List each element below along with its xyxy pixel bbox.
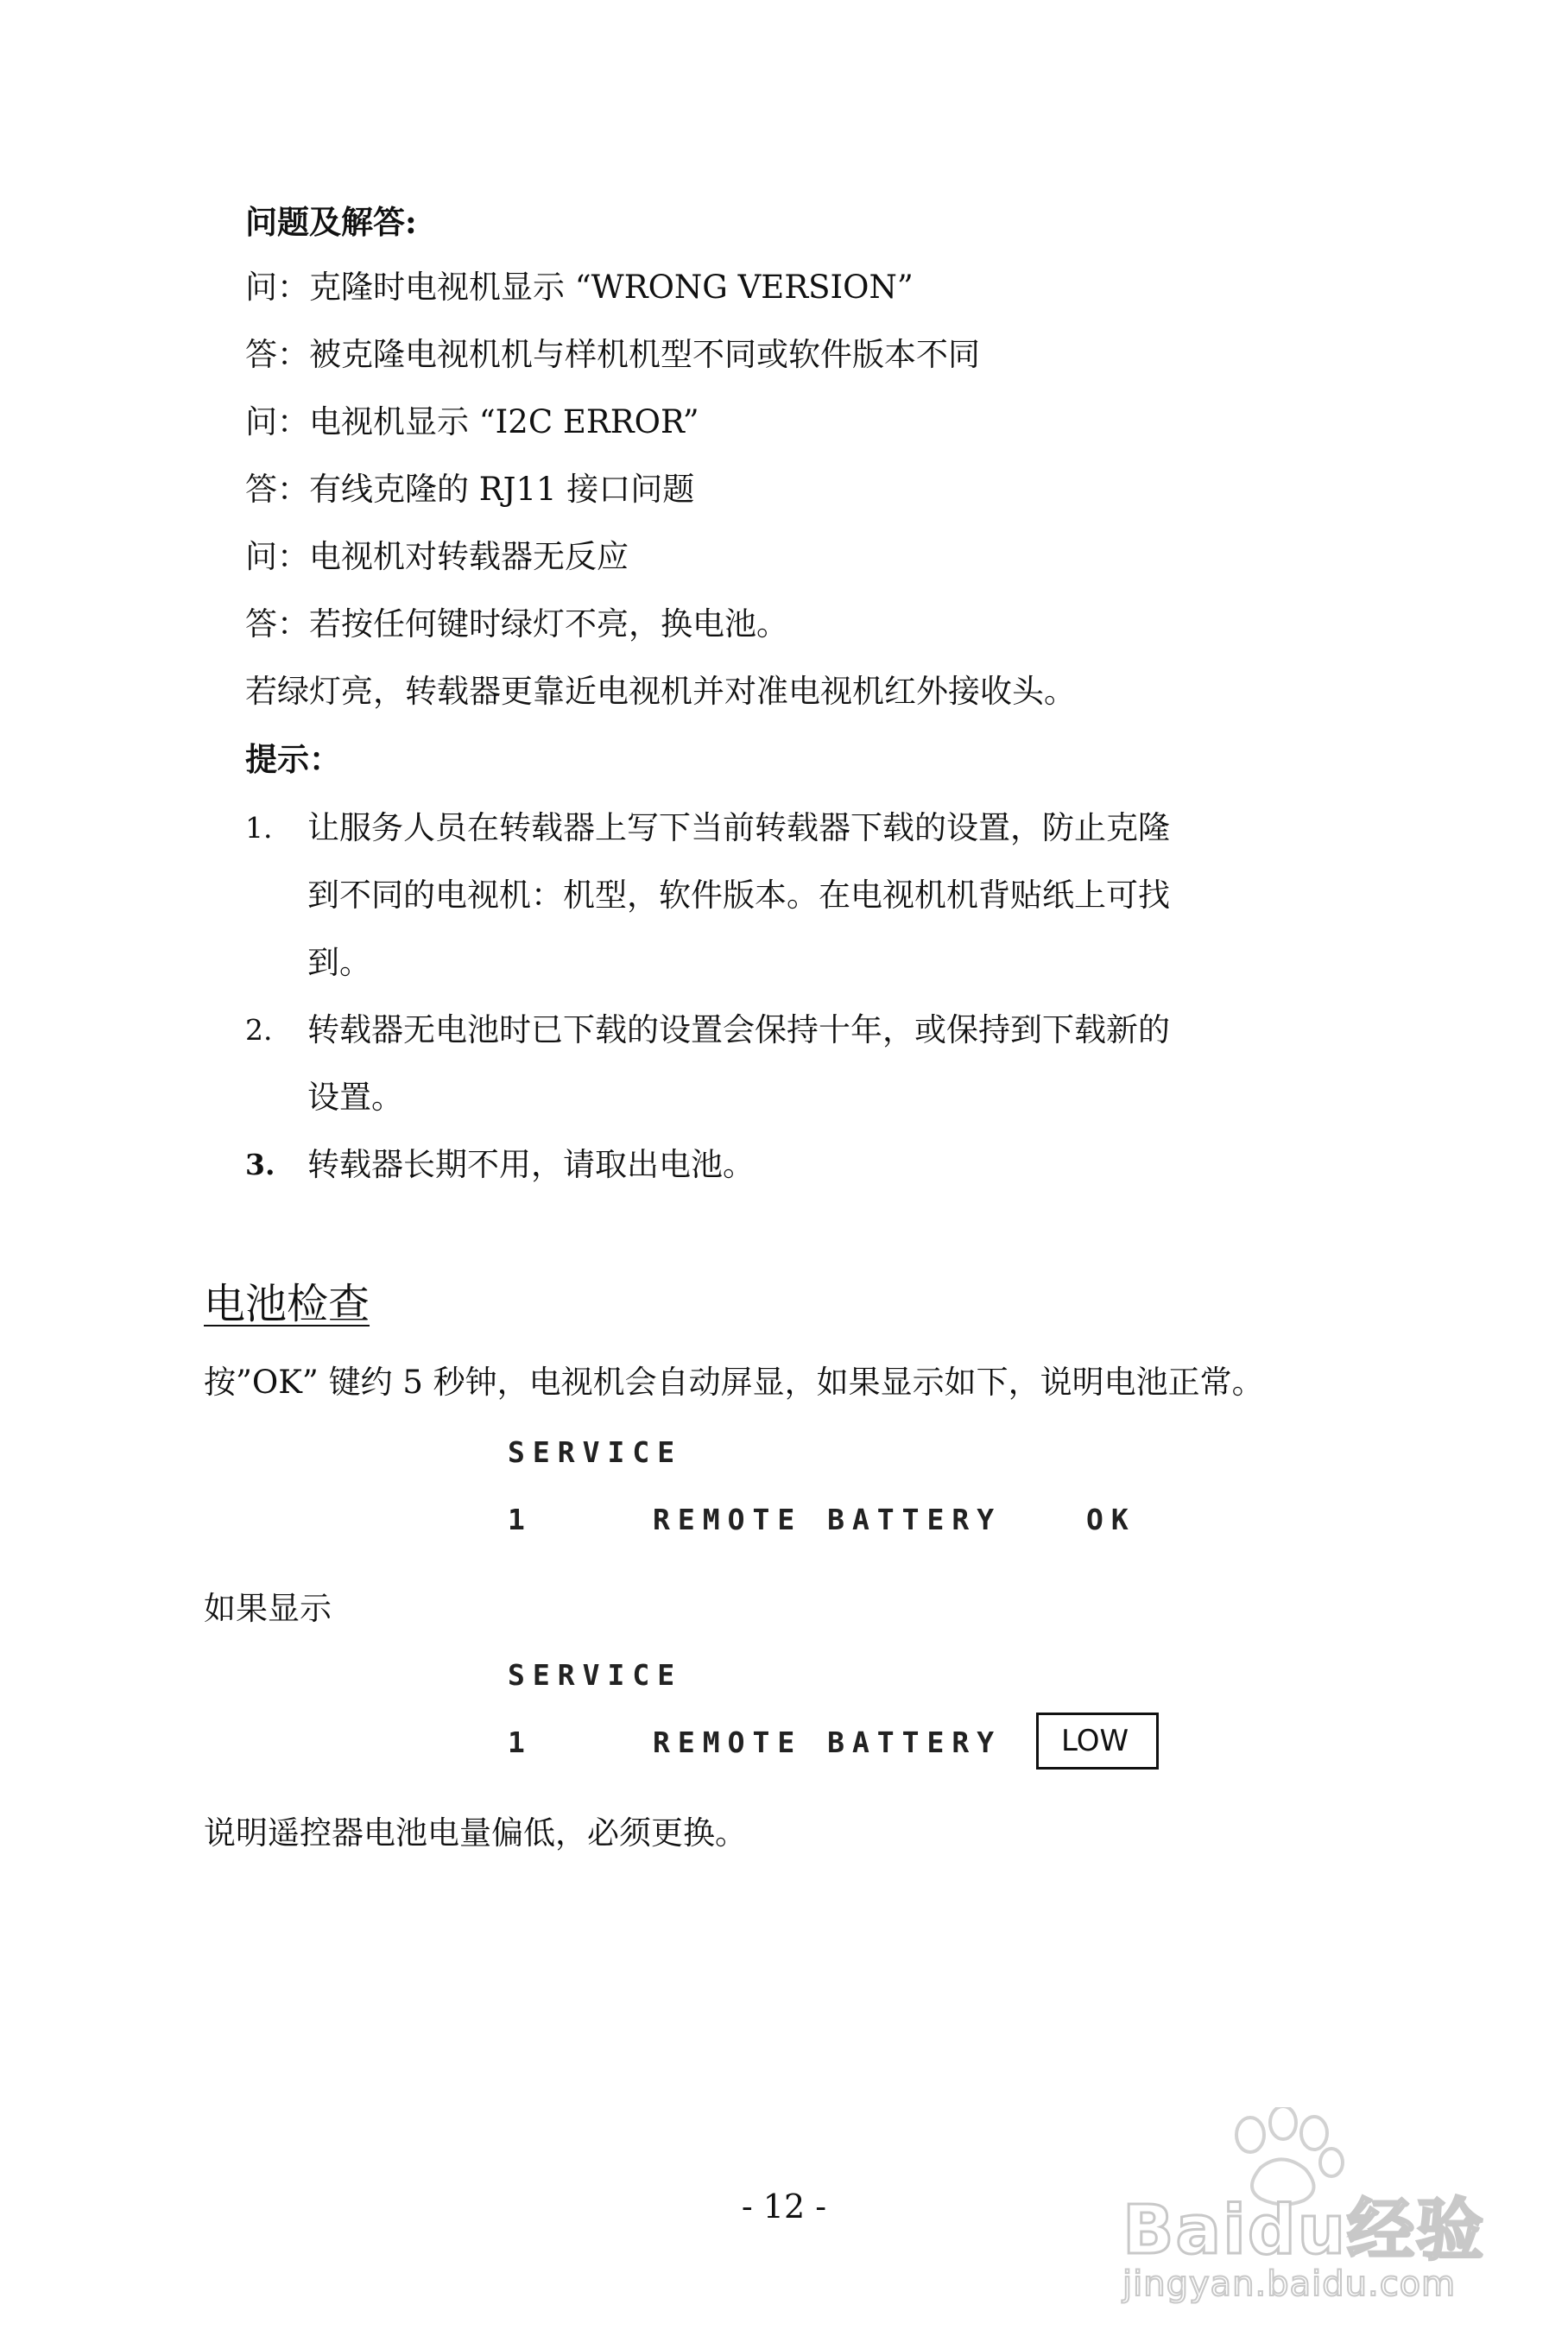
battery-intro: 按”OK” 键约 5 秒钟，电视机会自动屏显，如果显示如下，说明电池正常。 [204,1364,1264,1401]
tips-title: 提示： [245,740,341,778]
page-number: - 12 - [741,2188,827,2226]
qa-title: 问题及解答: [245,203,417,241]
tip-3-line-1: 转载器长期不用，请取出电池。 [307,1146,755,1183]
qa-question-1: 问：克隆时电视机显示 “WRONG VERSION” [245,269,914,306]
tip-1-line-3: 到。 [307,944,371,981]
tip-2-line-1: 转载器无电池时已下载的设置会保持十年，或保持到下载新的 [307,1011,1170,1048]
battery-check-heading: 电池检查 [204,1280,370,1328]
tip-1-number: 1. [245,811,273,845]
screen-ok-status: OK [1086,1503,1136,1536]
if-shown-text: 如果显示 [204,1590,332,1627]
screen-low-line-1: SERVICE [508,1658,683,1692]
qa-answer-3: 答：若按任何键时绿灯不亮，换电池。 [245,605,788,643]
screen-ok-label: REMOTE BATTERY [653,1503,1002,1536]
screen-low-label: REMOTE BATTERY [653,1725,1002,1759]
screen-low-status-box: LOW [1036,1713,1159,1770]
qa-question-3: 问：电视机对转载器无反应 [245,538,629,575]
tip-2-line-2: 设置。 [307,1079,403,1116]
battery-conclusion: 说明遥控器电池电量偏低，必须更换。 [204,1814,747,1852]
tip-1-line-1: 让服务人员在转载器上写下当前转载器下载的设置，防止克隆 [307,809,1170,846]
screen-ok-line-1: SERVICE [508,1435,683,1469]
tip-3-number: 3. [245,1148,275,1181]
qa-answer-2: 答：有线克隆的 RJ11 接口问题 [245,471,695,508]
watermark-brand: Baidu经验 [1122,2192,1486,2270]
qa-answer-3-continued: 若绿灯亮，转载器更靠近电视机并对准电视机红外接收头。 [245,673,1076,710]
qa-question-2: 问：电视机显示 “I2C ERROR” [245,403,699,440]
watermark-url: jingyan.baidu.com [1122,2264,1457,2304]
screen-low-number: 1 [508,1725,533,1759]
tip-2-number: 2. [245,1013,273,1047]
qa-answer-1: 答：被克隆电视机机与样机机型不同或软件版本不同 [245,336,980,373]
screen-ok-number: 1 [508,1503,533,1536]
tip-1-line-2: 到不同的电视机：机型，软件版本。在电视机机背贴纸上可找 [307,877,1170,914]
